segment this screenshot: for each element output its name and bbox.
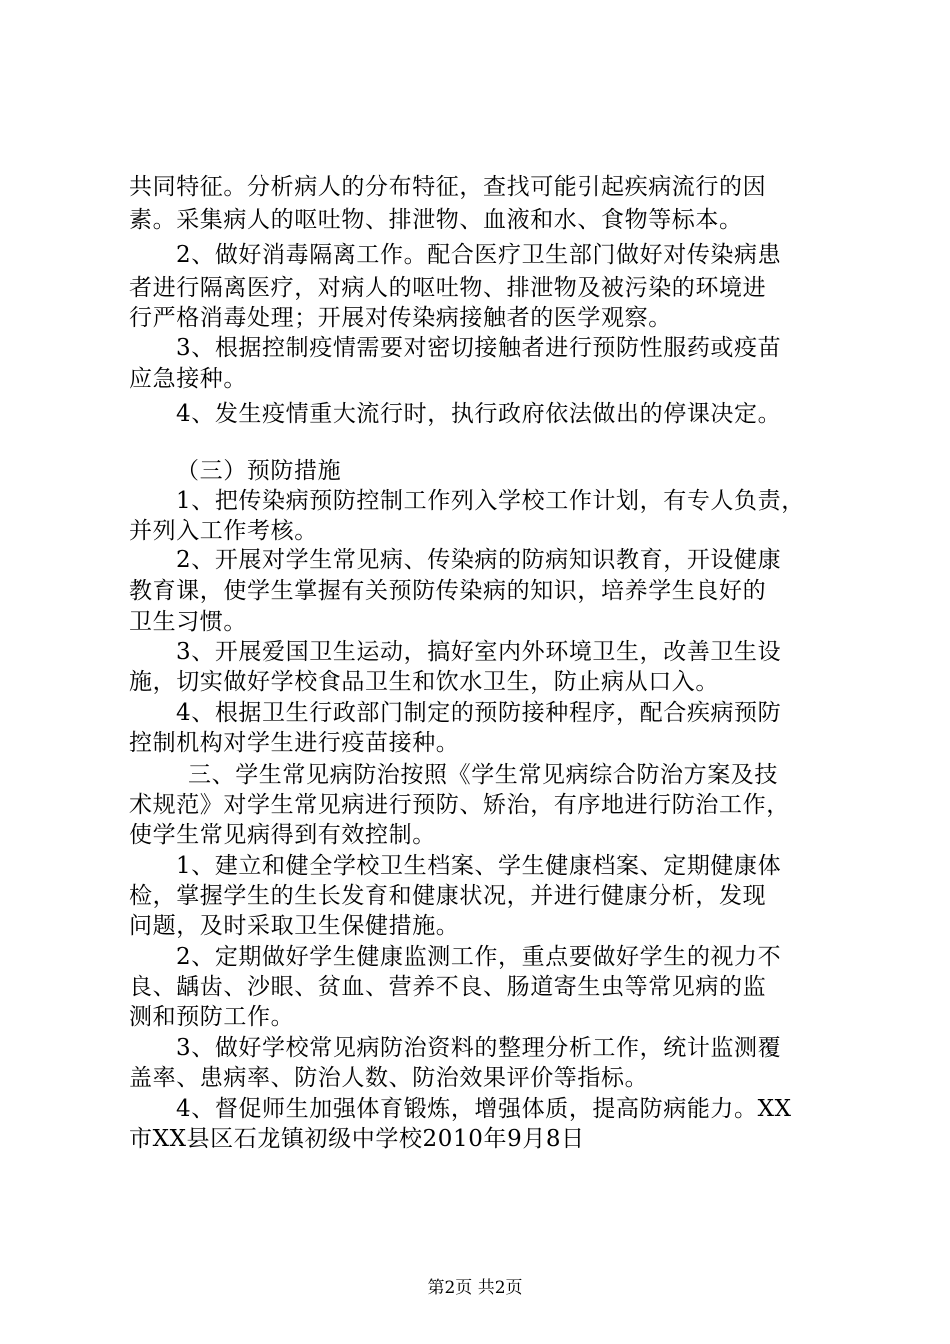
text-line: 盖率、患病率、防治人数、防治效果评价等指标。: [129, 1065, 649, 1091]
text-line: 术规范》对学生常见病进行预防、矫治，有序地进行防治工作，: [129, 792, 790, 818]
text-line: 素。采集病人的呕吐物、排泄物、血液和水、食物等标本。: [129, 207, 743, 233]
text-line: 4、根据卫生行政部门制定的预防接种程序，配合疾病预防: [176, 700, 782, 726]
text-line: 并列入工作考核。: [129, 518, 318, 544]
page-footer: 第2页 共2页: [427, 1278, 523, 1298]
text-line: 4、发生疫情重大流行时，执行政府依法做出的停课决定。: [176, 401, 782, 427]
text-line: 使学生常见病得到有效控制。: [129, 822, 436, 848]
text-line: 1、把传染病预防控制工作列入学校工作计划，有专人负责，: [176, 488, 805, 514]
text-line: 良、龋齿、沙眼、贫血、营养不良、肠道寄生虫等常见病的监: [129, 974, 767, 1000]
text-line: 1、建立和健全学校卫生档案、学生健康档案、定期健康体: [176, 853, 782, 879]
text-line: 2、开展对学生常见病、传染病的防病知识教育，开设健康: [176, 547, 782, 573]
text-line: 教育课，使学生掌握有关预防传染病的知识，培养学生良好的: [129, 578, 767, 604]
text-line: 4、督促师生加强体育锻炼，增强体质，提高防病能力。XX: [176, 1096, 792, 1122]
text-line: 2、定期做好学生健康监测工作，重点要做好学生的视力不: [176, 944, 782, 970]
text-line: 检，掌握学生的生长发育和健康状况，并进行健康分析，发现: [129, 883, 767, 909]
text-line: 卫生习惯。: [129, 609, 247, 635]
text-line: 行严格消毒处理；开展对传染病接触者的医学观察。: [129, 305, 672, 331]
section-heading: 三、学生常见病防治按照《学生常见病综合防治方案及技: [188, 762, 778, 788]
text-line: 问题，及时采取卫生保健措施。: [129, 913, 460, 939]
text-line: 应急接种。: [129, 366, 247, 392]
text-line: 控制机构对学生进行疫苗接种。: [129, 730, 460, 756]
text-line: 施，切实做好学校食品卫生和饮水卫生，防止病从口入。: [129, 669, 719, 695]
text-line: 3、根据控制疫情需要对密切接触者进行预防性服药或疫苗: [176, 335, 782, 361]
signature-line: 市XX县区石龙镇初级中学校2010年9月8日: [129, 1126, 585, 1152]
text-line: 3、做好学校常见病防治资料的整理分析工作，统计监测覆: [176, 1035, 782, 1061]
text-line: 3、开展爱国卫生运动，搞好室内外环境卫生，改善卫生设: [176, 639, 782, 665]
text-line: 测和预防工作。: [129, 1004, 295, 1030]
text-line: 共同特征。分析病人的分布特征，查找可能引起疾病流行的因: [129, 174, 767, 200]
text-line: 者进行隔离医疗，对病人的呕吐物、排泄物及被污染的环境进: [129, 275, 767, 301]
text-line: 2、做好消毒隔离工作。配合医疗卫生部门做好对传染病患: [176, 242, 782, 268]
section-heading: （三）预防措施: [176, 458, 342, 484]
